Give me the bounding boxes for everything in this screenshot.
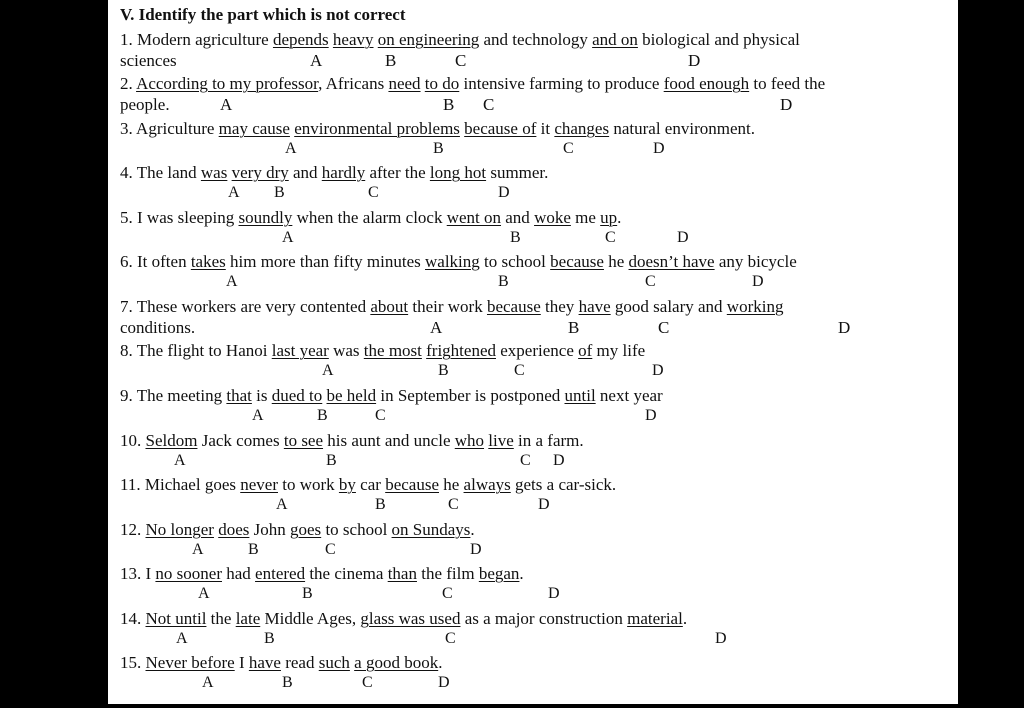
question-fragment: summer. [486, 163, 549, 182]
option-letter-a: A [198, 585, 210, 602]
underlined-option: soundly [238, 208, 293, 227]
continuation-line [120, 50, 950, 71]
underlined-option: No longer [145, 520, 214, 539]
underlined-option: about [370, 297, 409, 316]
question-fragment: 12. [120, 520, 146, 539]
question-7 [120, 296, 950, 338]
underlined-option: glass was used [360, 609, 461, 628]
option-letter-a: A [430, 318, 443, 337]
underlined-option: frightened [426, 341, 496, 360]
option-letter-b: B [264, 630, 275, 647]
option-letters [120, 584, 950, 604]
question-fragment: his aunt and uncle [323, 431, 455, 450]
question-fragment: in September is postponed [376, 386, 565, 405]
question-fragment: car [355, 475, 386, 494]
question-6 [120, 251, 950, 292]
underlined-option: woke [534, 208, 571, 227]
option-letters [120, 495, 950, 515]
underlined-option: Not until [145, 609, 207, 628]
option-letters [120, 406, 950, 426]
question-text [120, 652, 950, 673]
underlined-option: on Sundays [391, 520, 471, 539]
underlined-option: entered [255, 564, 306, 583]
underlined-option: was [200, 163, 228, 182]
option-letter-d: D [438, 674, 450, 691]
question-fragment: biological and physical [637, 30, 800, 49]
question-fragment: he [439, 475, 464, 494]
question-fragment: 15. [120, 653, 146, 672]
option-letter-b: B [568, 318, 580, 337]
question-fragment: 6. It often [120, 252, 191, 271]
question-fragment: they [540, 297, 579, 316]
option-letter-a: A [220, 95, 233, 114]
question-fragment: read [280, 653, 319, 672]
question-8 [120, 340, 950, 381]
option-letter-b: B [302, 585, 313, 602]
underlined-option: walking [425, 252, 480, 271]
question-text [120, 563, 950, 584]
option-letter-d: D [645, 407, 657, 424]
underlined-option: goes [290, 520, 322, 539]
option-letter-b: B [385, 51, 397, 70]
option-letter-d: D [553, 452, 565, 469]
option-letter-b: B [498, 273, 509, 290]
option-letter-a: A [174, 452, 186, 469]
underlined-option: Seldom [145, 431, 198, 450]
underlined-option: dued to [271, 386, 323, 405]
question-fragment: 10. [120, 431, 146, 450]
underlined-option: very dry [231, 163, 289, 182]
underlined-option: to do [424, 74, 460, 93]
option-letter-d: D [498, 184, 510, 201]
underlined-option: does [218, 520, 250, 539]
question-fragment: and [501, 208, 535, 227]
question-text [120, 207, 950, 228]
question-fragment: in a farm. [513, 431, 584, 450]
underlined-option: than [387, 564, 417, 583]
underlined-option: by [338, 475, 356, 494]
underlined-option: because [486, 297, 541, 316]
option-letter-d: D [677, 229, 689, 246]
underlined-option: who [454, 431, 485, 450]
question-fragment: is [251, 386, 272, 405]
option-letter-b: B [510, 229, 521, 246]
question-12 [120, 519, 950, 560]
underlined-option: have [578, 297, 611, 316]
option-letter-b: B [375, 496, 386, 513]
option-letters [120, 673, 950, 693]
question-fragment: after the [365, 163, 430, 182]
question-fragment: as a major construction [460, 609, 628, 628]
option-letter-c: C [442, 585, 453, 602]
underlined-option: late [235, 609, 261, 628]
question-fragment: when the alarm clock [292, 208, 447, 227]
option-letter-c: C [483, 95, 495, 114]
option-letter-d: D [752, 273, 764, 290]
underlined-option: hardly [321, 163, 366, 182]
question-fragment: good salary and [610, 297, 727, 316]
underlined-option: to see [283, 431, 324, 450]
continuation-text: people. [120, 95, 170, 114]
option-letter-b: B [438, 362, 449, 379]
option-letter-a: A [322, 362, 334, 379]
question-text [120, 296, 950, 317]
question-fragment: 13. I [120, 564, 156, 583]
question-fragment: I [234, 653, 249, 672]
option-letter-d: D [548, 585, 560, 602]
continuation-line [120, 94, 950, 115]
question-fragment: to feed the [749, 74, 826, 93]
section-title: V. Identify the part which is not correct [120, 5, 406, 24]
underlined-option: never [240, 475, 278, 494]
option-letter-c: C [325, 541, 336, 558]
question-fragment: any bicycle [714, 252, 797, 271]
option-letter-a: A [202, 674, 214, 691]
question-fragment: 1. Modern agriculture [120, 30, 273, 49]
underlined-option: and on [592, 30, 638, 49]
question-fragment: the [206, 609, 236, 628]
option-letter-c: C [605, 229, 616, 246]
question-fragment: was [328, 341, 364, 360]
question-fragment: he [603, 252, 629, 271]
option-letter-c: C [658, 318, 670, 337]
underlined-option: may cause [218, 119, 290, 138]
question-fragment: to school [321, 520, 392, 539]
question-fragment: 9. The meeting [120, 386, 227, 405]
question-text [120, 118, 950, 139]
option-letter-b: B [326, 452, 337, 469]
underlined-option: began [478, 564, 520, 583]
question-11 [120, 474, 950, 515]
underlined-option: Never before [145, 653, 235, 672]
option-letter-a: A [282, 229, 294, 246]
question-text [120, 340, 950, 361]
underlined-option: long hot [429, 163, 487, 182]
question-fragment: . [519, 564, 524, 583]
question-text [120, 29, 950, 50]
question-fragment: to work [278, 475, 339, 494]
underlined-option: always [463, 475, 511, 494]
underlined-option: doesn’t have [628, 252, 715, 271]
option-letter-c: C [368, 184, 379, 201]
option-letters [120, 139, 950, 159]
question-9 [120, 385, 950, 426]
option-letter-d: D [780, 95, 793, 114]
question-fragment: 7. These workers are very contented [120, 297, 371, 316]
continuation-text: sciences [120, 51, 177, 70]
question-fragment: natural environment. [609, 119, 755, 138]
underlined-option: no sooner [155, 564, 222, 583]
question-1 [120, 29, 950, 71]
option-letter-c: C [645, 273, 656, 290]
option-letter-d: D [838, 318, 851, 337]
option-letter-a: A [192, 541, 204, 558]
option-letter-b: B [443, 95, 455, 114]
option-letter-a: A [310, 51, 323, 70]
option-letter-b: B [433, 140, 444, 157]
question-fragment: gets a car-sick. [510, 475, 617, 494]
option-letters [120, 629, 950, 649]
underlined-option: of [578, 341, 593, 360]
question-fragment: . [470, 520, 475, 539]
underlined-option: environmental problems [294, 119, 460, 138]
underlined-option: because of [464, 119, 537, 138]
option-letter-b: B [248, 541, 259, 558]
question-14 [120, 608, 950, 649]
option-letters [120, 540, 950, 560]
underlined-option: a good book [354, 653, 439, 672]
option-letter-c: C [563, 140, 574, 157]
question-fragment: 8. The flight to Hanoi [120, 341, 272, 360]
continuation-text: conditions. [120, 318, 196, 337]
option-letter-a: A [176, 630, 188, 647]
option-letter-c: C [445, 630, 456, 647]
question-text [120, 519, 950, 540]
option-letters [120, 183, 950, 203]
question-fragment: 4. The land [120, 163, 201, 182]
question-fragment: . [438, 653, 443, 672]
continuation-line [120, 317, 950, 338]
question-text [120, 474, 950, 495]
question-fragment: intensive farming to produce [459, 74, 664, 93]
question-13 [120, 563, 950, 604]
question-4 [120, 162, 950, 203]
question-fragment: 14. [120, 609, 146, 628]
underlined-option: heavy [332, 30, 374, 49]
underlined-option: last year [271, 341, 329, 360]
question-fragment: and technology [479, 30, 593, 49]
question-text [120, 73, 950, 94]
option-letter-d: D [538, 496, 550, 513]
underlined-option: material [627, 609, 683, 628]
question-fragment: it [536, 119, 555, 138]
underlined-option: the most [363, 341, 422, 360]
question-text [120, 430, 950, 451]
question-text [120, 385, 950, 406]
option-letter-a: A [252, 407, 264, 424]
question-5 [120, 207, 950, 248]
question-fragment: the cinema [305, 564, 388, 583]
question-fragment: had [222, 564, 256, 583]
underlined-option: because [385, 475, 439, 494]
question-fragment: Jack comes [197, 431, 284, 450]
option-letter-c: C [520, 452, 531, 469]
question-fragment: 5. I was sleeping [120, 208, 239, 227]
underlined-option: that [226, 386, 252, 405]
option-letter-d: D [652, 362, 664, 379]
option-letters [120, 361, 950, 381]
question-fragment: 2. [120, 74, 137, 93]
option-letter-c: C [362, 674, 373, 691]
question-fragment: him more than fifty minutes [225, 252, 426, 271]
option-letter-a: A [228, 184, 240, 201]
underlined-option: need [388, 74, 421, 93]
option-letter-c: C [448, 496, 459, 513]
underlined-option: working [726, 297, 784, 316]
question-fragment: 3. Agriculture [120, 119, 219, 138]
question-2 [120, 73, 950, 115]
question-fragment: my life [592, 341, 646, 360]
option-letter-d: D [688, 51, 701, 70]
question-fragment: . [682, 609, 688, 628]
underlined-option: on engineering [377, 30, 480, 49]
question-fragment: , Africans [318, 74, 389, 93]
underlined-option: changes [554, 119, 610, 138]
worksheet-page [108, 0, 958, 704]
option-letter-d: D [470, 541, 482, 558]
underlined-option: food enough [663, 74, 750, 93]
question-15 [120, 652, 950, 693]
question-fragment: Middle Ages, [260, 609, 361, 628]
question-fragment: to school [479, 252, 551, 271]
option-letters [120, 272, 950, 292]
question-fragment: next year [595, 386, 663, 405]
question-fragment: their work [408, 297, 487, 316]
underlined-option: up [600, 208, 618, 227]
option-letter-c: C [375, 407, 386, 424]
option-letters [120, 451, 950, 471]
question-10 [120, 430, 950, 471]
option-letter-b: B [317, 407, 328, 424]
underlined-option: until [564, 386, 596, 405]
underlined-option: such [318, 653, 350, 672]
option-letter-a: A [285, 140, 297, 157]
option-letters [120, 228, 950, 248]
question-fragment: 11. Michael goes [120, 475, 241, 494]
underlined-option: have [248, 653, 281, 672]
question-fragment: . [617, 208, 622, 227]
underlined-option: be held [326, 386, 377, 405]
question-text [120, 608, 950, 629]
option-letter-b: B [274, 184, 285, 201]
option-letter-a: A [226, 273, 238, 290]
underlined-option: went on [446, 208, 502, 227]
question-text [120, 251, 950, 272]
underlined-option: According to my professor [136, 74, 319, 93]
underlined-option: because [550, 252, 604, 271]
option-letter-b: B [282, 674, 293, 691]
question-fragment: experience [496, 341, 579, 360]
question-fragment: John [249, 520, 291, 539]
underlined-option: live [488, 431, 514, 450]
question-fragment: and [288, 163, 322, 182]
question-fragment: me [570, 208, 601, 227]
question-fragment: the film [416, 564, 479, 583]
option-letter-c: C [514, 362, 525, 379]
underlined-option: takes [190, 252, 226, 271]
option-letter-d: D [715, 630, 727, 647]
option-letter-d: D [653, 140, 665, 157]
question-text [120, 162, 950, 183]
question-3 [120, 118, 950, 159]
underlined-option: depends [272, 30, 329, 49]
option-letter-c: C [455, 51, 467, 70]
option-letter-a: A [276, 496, 288, 513]
